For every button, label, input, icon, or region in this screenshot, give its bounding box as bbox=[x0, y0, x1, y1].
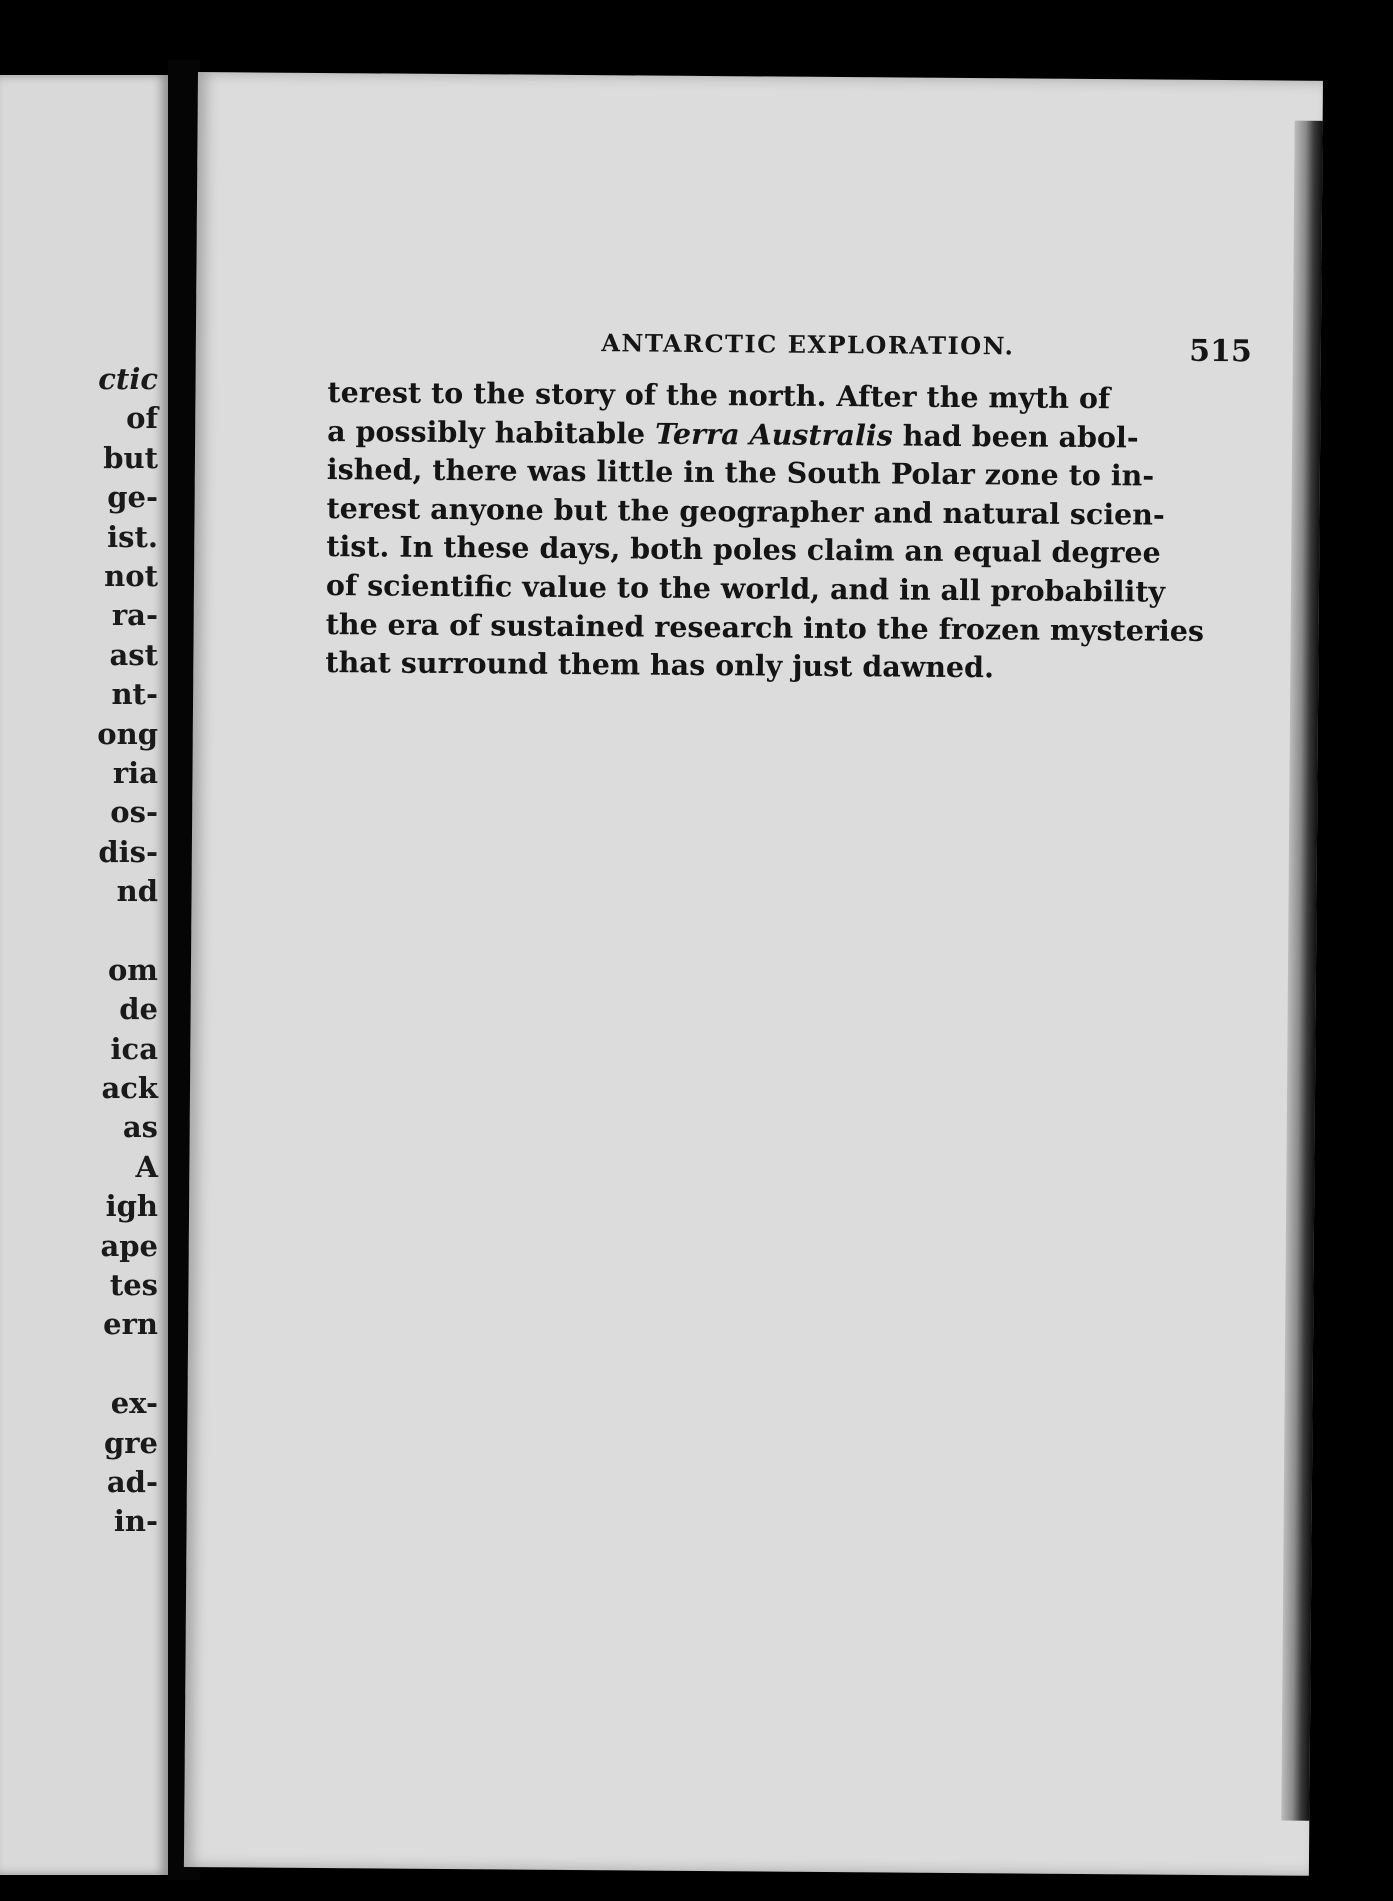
text-line bbox=[327, 373, 1111, 417]
left-fragment-line: ad- bbox=[106, 1464, 158, 1499]
left-fragment-line: ge- bbox=[107, 480, 158, 515]
left-fragment-line: as bbox=[122, 1110, 158, 1145]
left-page bbox=[0, 75, 168, 1875]
text-run: tist. In these days, both poles claim an equal degree bbox=[326, 529, 1161, 570]
left-fragment-line: ra- bbox=[111, 598, 158, 633]
left-fragment-line: nd bbox=[116, 874, 158, 909]
left-fragment-line: A bbox=[135, 1149, 158, 1184]
left-fragment-line bbox=[8, 911, 158, 950]
italic-term: Terra Australis bbox=[654, 416, 893, 453]
text-run: had been abol- bbox=[892, 418, 1139, 454]
text-line bbox=[325, 643, 1041, 687]
running-head bbox=[508, 322, 1252, 368]
text-line bbox=[325, 605, 1205, 649]
text-run: of scientific value to the world, and in all probability bbox=[325, 567, 1166, 609]
text-run: terest anyone but the geographer and natural scien- bbox=[326, 490, 1165, 532]
left-fragment-line: ern bbox=[103, 1307, 158, 1342]
left-fragment-line: ape bbox=[100, 1228, 158, 1263]
left-fragment-line: ack bbox=[101, 1071, 158, 1106]
left-fragment-line: but bbox=[103, 440, 158, 475]
text-line bbox=[327, 412, 1139, 456]
left-fragment-line: of bbox=[126, 401, 158, 436]
left-fragment-line: de bbox=[119, 992, 158, 1027]
page-edge-shadow bbox=[1281, 121, 1322, 1821]
running-title: ANTARCTIC EXPLORATION. bbox=[601, 328, 1015, 361]
left-fragment-line: in- bbox=[113, 1504, 158, 1539]
left-fragment-line: not bbox=[104, 558, 158, 593]
text-line bbox=[326, 450, 1155, 494]
right-page bbox=[184, 72, 1323, 1876]
left-fragment-line: ex- bbox=[110, 1386, 158, 1421]
text-run: a possibly habitable bbox=[327, 413, 656, 451]
left-fragment-line: ctic bbox=[98, 362, 158, 396]
left-fragment-line bbox=[8, 1345, 158, 1384]
left-fragment-line: dis- bbox=[98, 834, 158, 869]
left-fragment-line: gre bbox=[103, 1425, 158, 1460]
left-fragment-line: ast bbox=[109, 637, 158, 672]
left-fragment-line: ria bbox=[112, 755, 158, 790]
text-line bbox=[326, 489, 1165, 533]
text-run: terest to the story of the north. After the myth of bbox=[327, 375, 1111, 416]
left-fragment-line: ong bbox=[97, 716, 158, 751]
left-page-text-fragments bbox=[8, 360, 158, 1542]
left-fragment-line: igh bbox=[105, 1189, 158, 1224]
left-fragment-line: nt- bbox=[111, 677, 158, 712]
left-fragment-line: ist. bbox=[107, 519, 158, 554]
text-line bbox=[326, 527, 1161, 571]
left-fragment-line: tes bbox=[109, 1267, 158, 1302]
left-fragment-line: om bbox=[107, 952, 158, 987]
text-run: ished, there was little in the South Polar zone to in- bbox=[326, 452, 1155, 493]
left-fragment-line: ica bbox=[110, 1031, 158, 1066]
page-number: 515 bbox=[1189, 333, 1252, 370]
text-line bbox=[325, 566, 1166, 610]
text-run: the era of sustained research into the frozen mysteries bbox=[325, 606, 1205, 648]
body-paragraph bbox=[325, 373, 1205, 687]
text-run: that surround them has only just dawned. bbox=[325, 645, 995, 685]
left-fragment-line: os- bbox=[110, 795, 158, 830]
